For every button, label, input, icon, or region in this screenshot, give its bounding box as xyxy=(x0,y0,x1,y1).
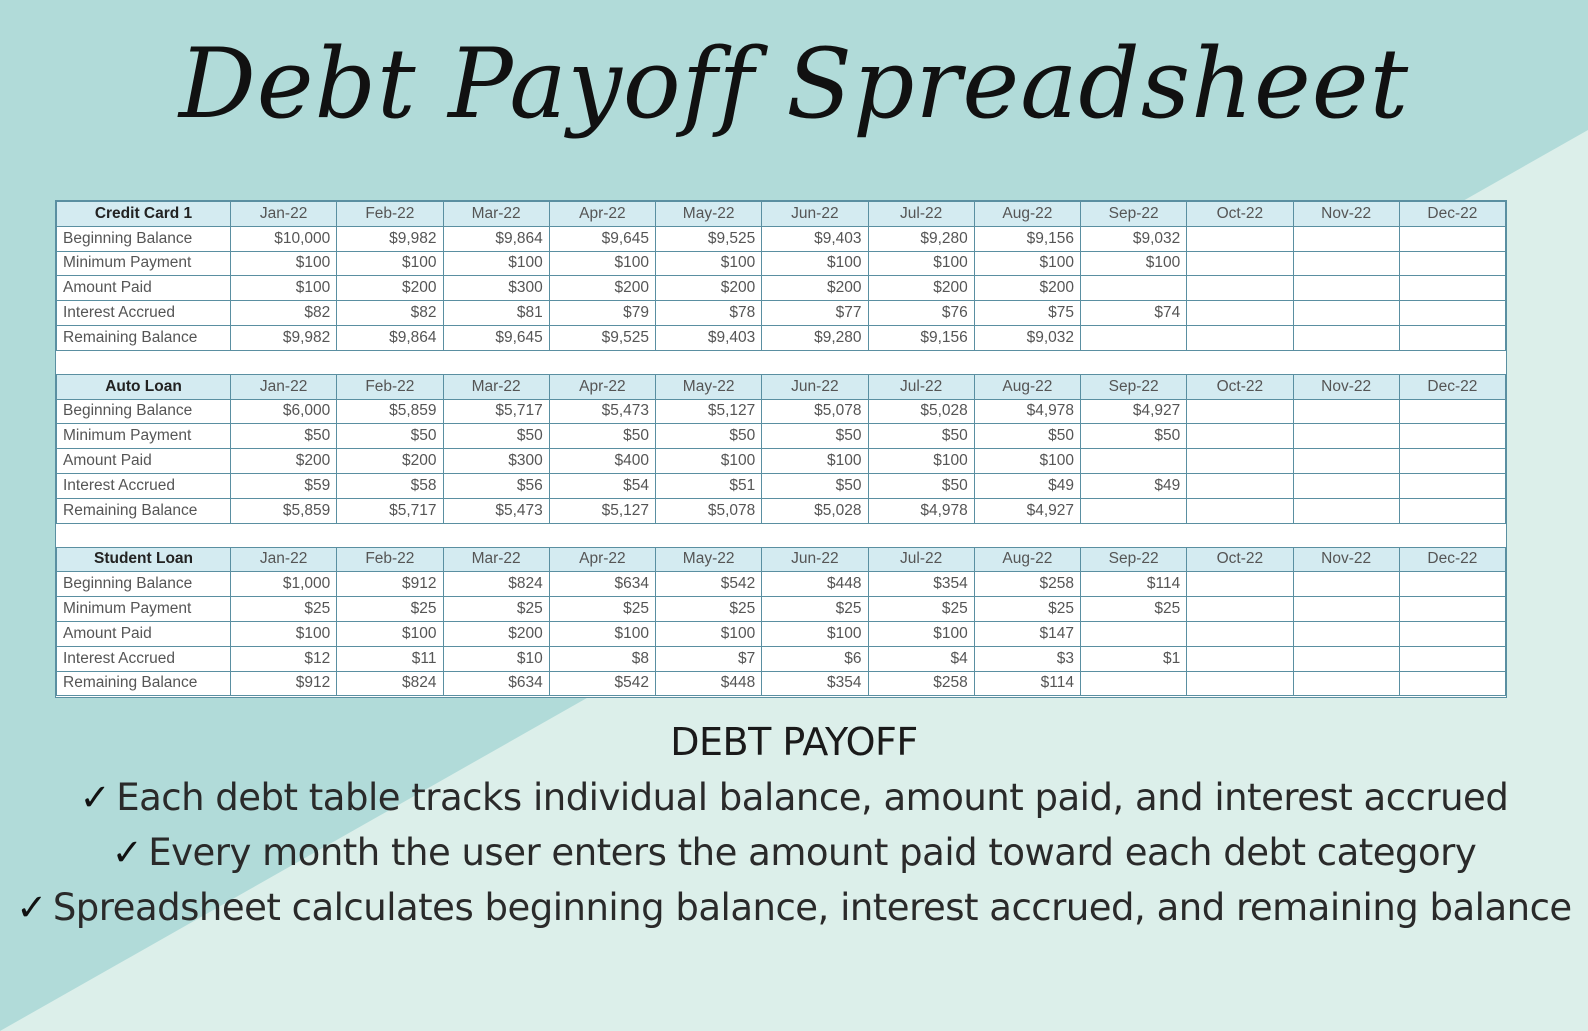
value-cell[interactable]: $50 xyxy=(762,473,868,498)
value-cell[interactable]: $354 xyxy=(762,671,868,696)
value-cell[interactable] xyxy=(1399,473,1505,498)
value-cell[interactable]: $200 xyxy=(868,276,974,301)
value-cell[interactable]: $5,473 xyxy=(549,399,655,424)
value-cell[interactable]: $50 xyxy=(656,424,762,449)
value-cell[interactable]: $100 xyxy=(231,621,337,646)
value-cell[interactable]: $824 xyxy=(337,671,443,696)
row-label-cell[interactable]: Minimum Payment xyxy=(57,251,231,276)
row-label-cell[interactable]: Amount Paid xyxy=(57,276,231,301)
section-spacer xyxy=(57,350,1506,374)
row-label-cell[interactable]: Beginning Balance xyxy=(57,572,231,597)
value-cell[interactable] xyxy=(1293,325,1399,350)
table-row xyxy=(57,251,1506,276)
debt-name-cell[interactable]: Credit Card 1 xyxy=(57,202,231,227)
feature-text: Spreadsheet calculates beginning balance, interest accrued, and remaining balance xyxy=(52,886,1572,929)
value-cell[interactable]: $200 xyxy=(974,276,1080,301)
feature-item xyxy=(0,880,1588,935)
value-cell[interactable]: $200 xyxy=(549,276,655,301)
value-cell[interactable]: $8 xyxy=(549,646,655,671)
feature-text: Each debt table tracks individual balance, amount paid, and interest accrued xyxy=(116,776,1509,819)
check-icon: ✓ xyxy=(16,886,47,929)
table-row xyxy=(57,424,1506,449)
value-cell[interactable]: $25 xyxy=(656,597,762,622)
row-label-cell[interactable]: Remaining Balance xyxy=(57,325,231,350)
month-header-cell[interactable]: Nov-22 xyxy=(1293,547,1399,572)
value-cell[interactable] xyxy=(1399,399,1505,424)
month-header-cell[interactable]: Feb-22 xyxy=(337,547,443,572)
value-cell[interactable]: $100 xyxy=(656,449,762,474)
value-cell[interactable]: $25 xyxy=(231,597,337,622)
value-cell[interactable]: $9,280 xyxy=(868,226,974,251)
value-cell[interactable]: $448 xyxy=(656,671,762,696)
value-cell[interactable]: $100 xyxy=(974,251,1080,276)
value-cell[interactable]: $300 xyxy=(443,449,549,474)
value-cell[interactable]: $634 xyxy=(443,671,549,696)
value-cell[interactable]: $77 xyxy=(762,301,868,326)
value-cell[interactable]: $300 xyxy=(443,276,549,301)
value-cell[interactable]: $9,864 xyxy=(443,226,549,251)
value-cell[interactable]: $400 xyxy=(549,449,655,474)
month-header-cell[interactable]: Jul-22 xyxy=(868,202,974,227)
value-cell[interactable] xyxy=(1187,424,1293,449)
month-header-cell[interactable]: Mar-22 xyxy=(443,547,549,572)
value-cell[interactable]: $11 xyxy=(337,646,443,671)
value-cell[interactable] xyxy=(1293,301,1399,326)
value-cell[interactable]: $200 xyxy=(762,276,868,301)
value-cell[interactable]: $200 xyxy=(443,621,549,646)
value-cell[interactable]: $25 xyxy=(974,597,1080,622)
value-cell[interactable]: $200 xyxy=(337,276,443,301)
value-cell[interactable]: $5,717 xyxy=(443,399,549,424)
footer-heading: DEBT PAYOFF xyxy=(670,720,918,764)
month-header-cell[interactable]: Apr-22 xyxy=(549,547,655,572)
value-cell[interactable]: $100 xyxy=(656,621,762,646)
value-cell[interactable]: $9,525 xyxy=(656,226,762,251)
value-cell[interactable]: $7 xyxy=(656,646,762,671)
value-cell[interactable]: $354 xyxy=(868,572,974,597)
value-cell[interactable]: $100 xyxy=(337,621,443,646)
row-label-cell[interactable]: Minimum Payment xyxy=(57,424,231,449)
value-cell[interactable]: $5,078 xyxy=(762,399,868,424)
value-cell[interactable]: $9,032 xyxy=(974,325,1080,350)
value-cell[interactable]: $4,927 xyxy=(974,498,1080,523)
value-cell[interactable]: $12 xyxy=(231,646,337,671)
month-header-cell[interactable]: May-22 xyxy=(656,547,762,572)
value-cell[interactable]: $912 xyxy=(337,572,443,597)
debt-table xyxy=(56,201,1506,696)
value-cell[interactable] xyxy=(1081,276,1187,301)
month-header-cell[interactable]: Nov-22 xyxy=(1293,374,1399,399)
value-cell[interactable]: $1,000 xyxy=(231,572,337,597)
month-header-cell[interactable]: Sep-22 xyxy=(1081,374,1187,399)
value-cell[interactable] xyxy=(1399,646,1505,671)
value-cell[interactable]: $5,859 xyxy=(231,498,337,523)
value-cell[interactable] xyxy=(1293,424,1399,449)
value-cell[interactable]: $50 xyxy=(337,424,443,449)
value-cell[interactable]: $9,864 xyxy=(337,325,443,350)
value-cell[interactable]: $50 xyxy=(868,424,974,449)
value-cell[interactable] xyxy=(1187,226,1293,251)
month-header-cell[interactable]: Jul-22 xyxy=(868,374,974,399)
value-cell[interactable]: $5,127 xyxy=(549,498,655,523)
value-cell[interactable]: $50 xyxy=(549,424,655,449)
value-cell[interactable]: $200 xyxy=(231,449,337,474)
month-header-cell[interactable]: May-22 xyxy=(656,202,762,227)
value-cell[interactable]: $4,927 xyxy=(1081,399,1187,424)
month-header-cell[interactable]: Jan-22 xyxy=(231,202,337,227)
value-cell[interactable] xyxy=(1187,301,1293,326)
month-header-cell[interactable]: Mar-22 xyxy=(443,374,549,399)
debt-header-row xyxy=(57,374,1506,399)
value-cell[interactable]: $9,156 xyxy=(974,226,1080,251)
value-cell[interactable]: $5,028 xyxy=(762,498,868,523)
value-cell[interactable]: $58 xyxy=(337,473,443,498)
value-cell[interactable]: $9,645 xyxy=(549,226,655,251)
value-cell[interactable]: $100 xyxy=(231,251,337,276)
value-cell[interactable]: $50 xyxy=(443,424,549,449)
month-header-cell[interactable]: Dec-22 xyxy=(1399,374,1505,399)
value-cell[interactable]: $100 xyxy=(337,251,443,276)
month-header-cell[interactable]: Jun-22 xyxy=(762,202,868,227)
value-cell[interactable] xyxy=(1187,671,1293,696)
value-cell[interactable] xyxy=(1399,325,1505,350)
value-cell[interactable]: $54 xyxy=(549,473,655,498)
value-cell[interactable]: $50 xyxy=(868,473,974,498)
month-header-cell[interactable]: Jun-22 xyxy=(762,547,868,572)
table-row xyxy=(57,325,1506,350)
month-header-cell[interactable]: Dec-22 xyxy=(1399,547,1505,572)
month-header-cell[interactable]: Oct-22 xyxy=(1187,374,1293,399)
value-cell[interactable]: $4,978 xyxy=(868,498,974,523)
row-label-cell[interactable]: Beginning Balance xyxy=(57,399,231,424)
value-cell[interactable]: $9,403 xyxy=(656,325,762,350)
value-cell[interactable] xyxy=(1187,498,1293,523)
value-cell[interactable] xyxy=(1399,498,1505,523)
value-cell[interactable] xyxy=(1187,449,1293,474)
value-cell[interactable]: $9,982 xyxy=(337,226,443,251)
value-cell[interactable]: $634 xyxy=(549,572,655,597)
table-row xyxy=(57,301,1506,326)
value-cell[interactable]: $100 xyxy=(974,449,1080,474)
value-cell[interactable]: $5,859 xyxy=(337,399,443,424)
value-cell[interactable]: $542 xyxy=(656,572,762,597)
value-cell[interactable] xyxy=(1399,572,1505,597)
value-cell[interactable] xyxy=(1399,597,1505,622)
month-header-cell[interactable]: Feb-22 xyxy=(337,202,443,227)
check-icon: ✓ xyxy=(111,831,143,874)
value-cell[interactable]: $100 xyxy=(762,251,868,276)
month-header-cell[interactable]: Apr-22 xyxy=(549,374,655,399)
value-cell[interactable]: $200 xyxy=(656,276,762,301)
value-cell[interactable] xyxy=(1399,424,1505,449)
value-cell[interactable]: $100 xyxy=(1081,251,1187,276)
value-cell[interactable]: $6,000 xyxy=(231,399,337,424)
value-cell[interactable]: $9,280 xyxy=(762,325,868,350)
value-cell[interactable]: $25 xyxy=(549,597,655,622)
table-row xyxy=(57,473,1506,498)
feature-item xyxy=(0,825,1588,880)
feature-text: Every month the user enters the amount paid toward each debt category xyxy=(148,831,1477,874)
value-cell[interactable]: $25 xyxy=(1081,597,1187,622)
month-header-cell[interactable]: Mar-22 xyxy=(443,202,549,227)
value-cell[interactable]: $81 xyxy=(443,301,549,326)
value-cell[interactable] xyxy=(1293,449,1399,474)
value-cell[interactable]: $1 xyxy=(1081,646,1187,671)
month-header-cell[interactable]: Jan-22 xyxy=(231,374,337,399)
row-label-cell[interactable]: Minimum Payment xyxy=(57,597,231,622)
month-header-cell[interactable]: Aug-22 xyxy=(974,202,1080,227)
value-cell[interactable]: $100 xyxy=(868,449,974,474)
value-cell[interactable]: $147 xyxy=(974,621,1080,646)
table-row xyxy=(57,276,1506,301)
table-row xyxy=(57,597,1506,622)
debt-name-cell[interactable]: Auto Loan xyxy=(57,374,231,399)
value-cell[interactable]: $78 xyxy=(656,301,762,326)
value-cell[interactable] xyxy=(1293,572,1399,597)
value-cell[interactable] xyxy=(1399,301,1505,326)
month-header-cell[interactable]: Oct-22 xyxy=(1187,547,1293,572)
value-cell[interactable]: $56 xyxy=(443,473,549,498)
table-row xyxy=(57,498,1506,523)
value-cell[interactable]: $10 xyxy=(443,646,549,671)
value-cell[interactable] xyxy=(1293,473,1399,498)
value-cell[interactable]: $9,156 xyxy=(868,325,974,350)
table-row xyxy=(57,226,1506,251)
value-cell[interactable]: $51 xyxy=(656,473,762,498)
value-cell[interactable] xyxy=(1187,251,1293,276)
row-label-cell[interactable]: Interest Accrued xyxy=(57,646,231,671)
value-cell[interactable]: $100 xyxy=(868,621,974,646)
value-cell[interactable]: $100 xyxy=(231,276,337,301)
value-cell[interactable]: $79 xyxy=(549,301,655,326)
value-cell[interactable]: $49 xyxy=(974,473,1080,498)
value-cell[interactable] xyxy=(1293,251,1399,276)
debt-name-cell[interactable]: Student Loan xyxy=(57,547,231,572)
value-cell[interactable]: $6 xyxy=(762,646,868,671)
value-cell[interactable]: $49 xyxy=(1081,473,1187,498)
value-cell[interactable]: $76 xyxy=(868,301,974,326)
row-label-cell[interactable]: Remaining Balance xyxy=(57,671,231,696)
table-row xyxy=(57,671,1506,696)
value-cell[interactable]: $4 xyxy=(868,646,974,671)
month-header-cell[interactable]: Dec-22 xyxy=(1399,202,1505,227)
value-cell[interactable]: $542 xyxy=(549,671,655,696)
month-header-cell[interactable]: May-22 xyxy=(656,374,762,399)
value-cell[interactable]: $50 xyxy=(1081,424,1187,449)
value-cell[interactable]: $25 xyxy=(337,597,443,622)
month-header-cell[interactable]: Sep-22 xyxy=(1081,202,1187,227)
row-label-cell[interactable]: Interest Accrued xyxy=(57,301,231,326)
value-cell[interactable]: $824 xyxy=(443,572,549,597)
value-cell[interactable] xyxy=(1187,399,1293,424)
value-cell[interactable] xyxy=(1293,621,1399,646)
value-cell[interactable]: $5,127 xyxy=(656,399,762,424)
value-cell[interactable] xyxy=(1081,671,1187,696)
value-cell[interactable] xyxy=(1293,646,1399,671)
value-cell[interactable]: $114 xyxy=(1081,572,1187,597)
value-cell[interactable]: $258 xyxy=(974,572,1080,597)
value-cell[interactable] xyxy=(1187,473,1293,498)
month-header-cell[interactable]: Nov-22 xyxy=(1293,202,1399,227)
row-label-cell[interactable]: Interest Accrued xyxy=(57,473,231,498)
debt-header-row xyxy=(57,547,1506,572)
value-cell[interactable]: $25 xyxy=(762,597,868,622)
value-cell[interactable] xyxy=(1081,498,1187,523)
feature-list xyxy=(0,770,1588,935)
check-icon: ✓ xyxy=(79,776,111,819)
spacer-cell xyxy=(57,523,1506,547)
value-cell[interactable] xyxy=(1293,498,1399,523)
value-cell[interactable] xyxy=(1399,449,1505,474)
table-row xyxy=(57,449,1506,474)
month-header-cell[interactable]: Jul-22 xyxy=(868,547,974,572)
value-cell[interactable]: $100 xyxy=(762,449,868,474)
value-cell[interactable] xyxy=(1293,597,1399,622)
debt-header-row xyxy=(57,202,1506,227)
value-cell[interactable]: $10,000 xyxy=(231,226,337,251)
value-cell[interactable]: $50 xyxy=(762,424,868,449)
value-cell[interactable]: $50 xyxy=(974,424,1080,449)
value-cell[interactable]: $100 xyxy=(868,251,974,276)
month-header-cell[interactable]: Jan-22 xyxy=(231,547,337,572)
value-cell[interactable] xyxy=(1399,276,1505,301)
debt-spreadsheet xyxy=(55,200,1507,698)
month-header-cell[interactable]: Sep-22 xyxy=(1081,547,1187,572)
section-spacer xyxy=(57,523,1506,547)
row-label-cell[interactable]: Amount Paid xyxy=(57,449,231,474)
row-label-cell[interactable]: Remaining Balance xyxy=(57,498,231,523)
value-cell[interactable]: $9,982 xyxy=(231,325,337,350)
value-cell[interactable] xyxy=(1293,226,1399,251)
value-cell[interactable] xyxy=(1293,276,1399,301)
value-cell[interactable]: $25 xyxy=(443,597,549,622)
table-row xyxy=(57,621,1506,646)
value-cell[interactable]: $5,717 xyxy=(337,498,443,523)
value-cell[interactable] xyxy=(1399,226,1505,251)
value-cell[interactable]: $5,473 xyxy=(443,498,549,523)
value-cell[interactable]: $912 xyxy=(231,671,337,696)
value-cell[interactable]: $9,403 xyxy=(762,226,868,251)
month-header-cell[interactable]: Oct-22 xyxy=(1187,202,1293,227)
month-header-cell[interactable]: Apr-22 xyxy=(549,202,655,227)
value-cell[interactable]: $448 xyxy=(762,572,868,597)
value-cell[interactable]: $200 xyxy=(337,449,443,474)
value-cell[interactable]: $100 xyxy=(549,251,655,276)
value-cell[interactable]: $100 xyxy=(443,251,549,276)
row-label-cell[interactable]: Amount Paid xyxy=(57,621,231,646)
table-row xyxy=(57,572,1506,597)
value-cell[interactable]: $100 xyxy=(762,621,868,646)
value-cell[interactable]: $25 xyxy=(868,597,974,622)
table-row xyxy=(57,399,1506,424)
value-cell[interactable]: $5,078 xyxy=(656,498,762,523)
value-cell[interactable]: $4,978 xyxy=(974,399,1080,424)
value-cell[interactable] xyxy=(1399,671,1505,696)
value-cell[interactable] xyxy=(1293,671,1399,696)
value-cell[interactable]: $82 xyxy=(337,301,443,326)
value-cell[interactable]: $258 xyxy=(868,671,974,696)
value-cell[interactable] xyxy=(1187,325,1293,350)
value-cell[interactable] xyxy=(1081,621,1187,646)
value-cell[interactable] xyxy=(1187,646,1293,671)
month-header-cell[interactable]: Feb-22 xyxy=(337,374,443,399)
value-cell[interactable]: $9,525 xyxy=(549,325,655,350)
month-header-cell[interactable]: Jun-22 xyxy=(762,374,868,399)
table-row xyxy=(57,646,1506,671)
value-cell[interactable] xyxy=(1187,572,1293,597)
row-label-cell[interactable]: Beginning Balance xyxy=(57,226,231,251)
value-cell[interactable]: $82 xyxy=(231,301,337,326)
page-title: Debt Payoff Spreadsheet xyxy=(178,28,1410,140)
value-cell[interactable]: $100 xyxy=(549,621,655,646)
value-cell[interactable] xyxy=(1187,621,1293,646)
spacer-cell xyxy=(57,350,1506,374)
value-cell[interactable] xyxy=(1187,276,1293,301)
feature-item xyxy=(0,770,1588,825)
value-cell[interactable] xyxy=(1081,449,1187,474)
value-cell[interactable] xyxy=(1081,325,1187,350)
value-cell[interactable]: $9,645 xyxy=(443,325,549,350)
month-header-cell[interactable]: Aug-22 xyxy=(974,374,1080,399)
value-cell[interactable]: $5,028 xyxy=(868,399,974,424)
value-cell[interactable] xyxy=(1399,251,1505,276)
month-header-cell[interactable]: Aug-22 xyxy=(974,547,1080,572)
value-cell[interactable]: $3 xyxy=(974,646,1080,671)
value-cell[interactable] xyxy=(1187,597,1293,622)
value-cell[interactable] xyxy=(1399,621,1505,646)
value-cell[interactable]: $50 xyxy=(231,424,337,449)
value-cell[interactable]: $9,032 xyxy=(1081,226,1187,251)
value-cell[interactable]: $75 xyxy=(974,301,1080,326)
value-cell[interactable]: $100 xyxy=(656,251,762,276)
value-cell[interactable]: $74 xyxy=(1081,301,1187,326)
value-cell[interactable]: $59 xyxy=(231,473,337,498)
value-cell[interactable] xyxy=(1293,399,1399,424)
value-cell[interactable]: $114 xyxy=(974,671,1080,696)
